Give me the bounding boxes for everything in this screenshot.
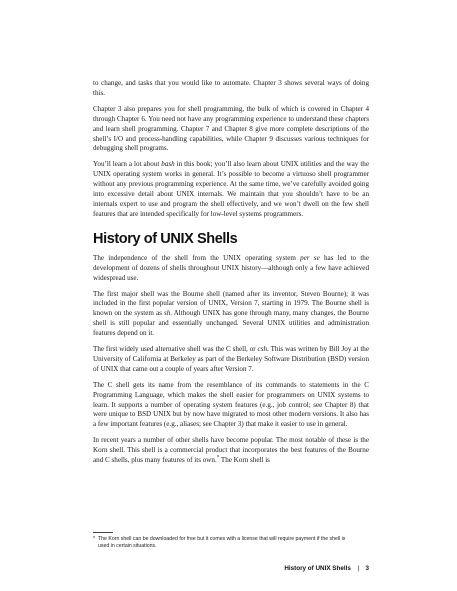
footnote-reference: * — [216, 455, 220, 461]
footnote-divider — [93, 532, 113, 533]
emphasis-text: bash — [161, 160, 175, 169]
text-run: . This was written by Bill Joy at the University of California at Berkeley as part of the Berkeley Software Distribution (BSD) version of UNIX that came out a couple of years after Version 7. — [93, 345, 369, 373]
emphasis-text: per se — [300, 253, 320, 262]
intro-paragraph-1: to change, and tasks that you would like to automate. Chapter 3 shows several ways of doing this. — [93, 79, 369, 97]
text-run: You’ll learn a lot about — [93, 160, 162, 169]
text-run: The first widely used alternative shell was the C shell, or — [93, 345, 258, 354]
intro-paragraph-2: Chapter 3 also prepares you for shell programming, the bulk of which is covered in Chapter 4 through Chapter 6. You need not have any programming experience to understand these chapters and learn shell programming. Chapter 7 and Chapter 8 give more complete descriptions of the shell’s I/O and process-handling capabilities, while Chapter 9 discusses various techniques for debugging shell programs. — [93, 104, 369, 153]
history-paragraph-5 — [93, 436, 369, 466]
emphasis-text: csh — [257, 345, 268, 354]
history-paragraph-2 — [93, 290, 369, 340]
text-run: The first major shell was the Bourne shell (named after its inventor, Steven Bourne); it was included in the first popular version of UNIX, Version 7, starting in 1979. The Bourne shell is known on the system as — [93, 289, 369, 318]
text-run: In recent years a number of other shells have become popular. The most notable of these is the Korn shell. This shell is a commercial product that incorporates the best features of the Bourne and C shells, plus many features of its own. — [93, 436, 369, 465]
text-run: has led to the development of dozens of shells throughout UNIX history—although only a few have achieved widespread use. — [93, 253, 369, 282]
emphasis-text: sh — [163, 309, 171, 318]
page-number: 3 — [365, 565, 369, 572]
text-run: . Although UNIX has gone through many, many changes, the Bourne shell is still popular and essentially unchanged. Several UNIX utilities and administration features depend on it. — [93, 309, 369, 338]
page-content — [93, 79, 369, 472]
footnote — [93, 536, 361, 550]
history-paragraph-4: The C shell gets its name from the resemblance of its commands to statements in the C Programming Language, which makes the shell easier for programmers on UNIX systems to learn. It supports a number of operating system features (e.g., job control; see Chapter 8) that were unique to BSD UNIX but by now have migrated to most other modern versions. It also has a few important features (e.g., aliases; see Chapter 3) that make it easier to use in general. — [93, 380, 369, 429]
history-paragraph-3 — [93, 345, 369, 375]
section-heading: History of UNIX Shells — [93, 230, 238, 247]
intro-paragraph-3 — [93, 160, 369, 219]
text-run: The independence of the shell from the UNIX operating system — [93, 253, 301, 262]
footnote-text: The Korn shell can be downloaded for free but it comes with a license that will require payment if the shell is used in certain situations. — [98, 536, 346, 549]
text-run: in this book; you’ll also learn about UNIX utilities and the way the UNIX operating system works in general. It’s possible to become a virtuoso shell programmer without any previous programming experience. At the same time, we’ve carefully avoided going into excessive detail about UNIX internals. We maintain that you shouldn’t have to be an internals expert to use and program the shell effectively, and we won’t dwell on the few shell features that are intended specifically for low-level systems programmers. — [93, 160, 369, 218]
footer-section-title: History of UNIX Shells — [284, 565, 351, 572]
text-run: The Korn shell is — [219, 456, 270, 465]
footnote-mark: * — [93, 536, 96, 542]
history-paragraph-1 — [93, 254, 369, 284]
running-footer — [0, 565, 369, 572]
footer-separator: | — [357, 565, 360, 572]
